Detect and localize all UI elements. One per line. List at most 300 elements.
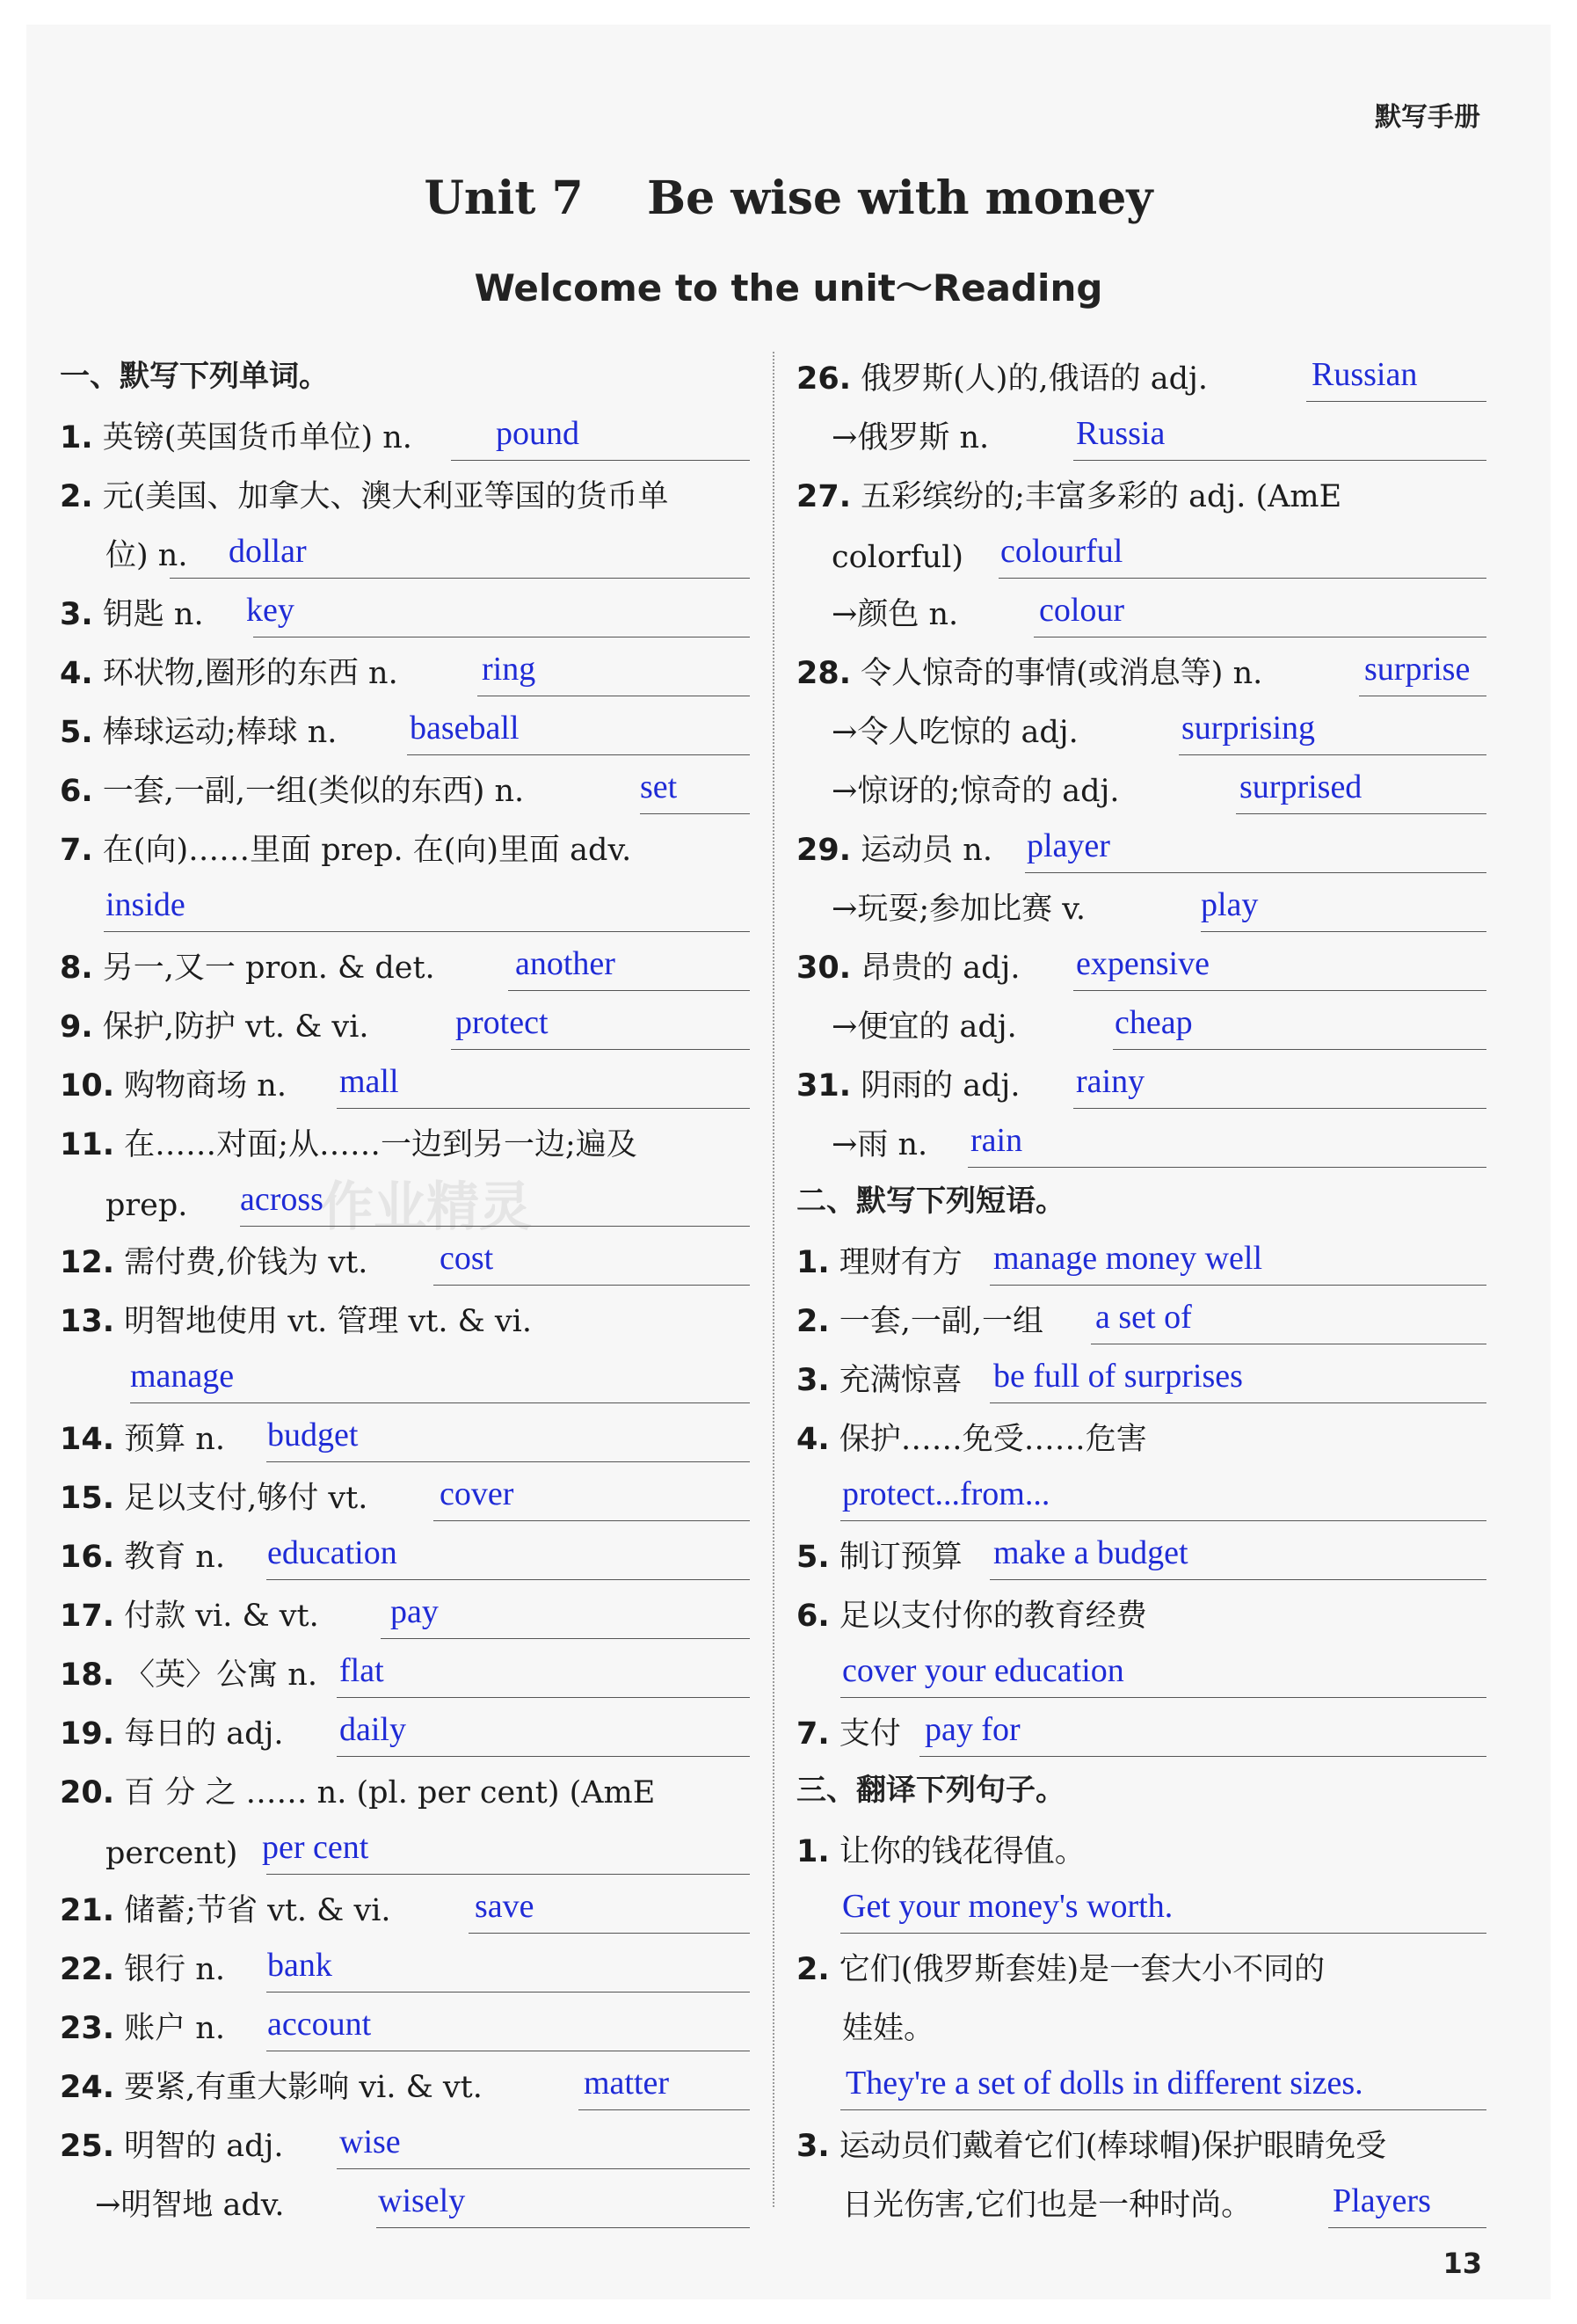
item-number: 12. [60, 1245, 115, 1280]
item-prompt [60, 590, 204, 634]
handwritten-answer: manage money well [993, 1240, 1263, 1277]
item-number: 3. [60, 597, 93, 632]
answer-underline [1236, 813, 1486, 814]
item-label: 一套,一副,一组 [839, 1304, 1044, 1339]
item-label: 在……对面;从……一边到另一边;遍及 [124, 1127, 637, 1162]
answer-underline [1201, 931, 1486, 932]
answer-line [60, 583, 750, 642]
answer-line [60, 2115, 750, 2174]
handwritten-answer: Get your money's worth. [842, 1888, 1174, 1925]
item-label: 保护……免受……危害 [839, 1422, 1147, 1457]
item-prompt [796, 1415, 1147, 1459]
item-number: 3. [796, 2129, 830, 2164]
unit-subtitle: Welcome to the unit～Reading [474, 266, 1103, 310]
answer-underline [1179, 754, 1486, 755]
handwritten-answer: flat [339, 1652, 384, 1689]
item-number: 21. [60, 1893, 115, 1928]
answer-underline [1073, 460, 1486, 461]
answer-line [796, 1467, 1486, 1526]
item-prompt [796, 1945, 1325, 1989]
handwritten-answer: be full of surprises [993, 1358, 1243, 1395]
item-prompt [60, 413, 412, 457]
answer-line [60, 1054, 750, 1113]
handwritten-answer: matter [584, 2065, 670, 2102]
answer-underline [266, 1461, 750, 1462]
item-label: 充满惊喜 [839, 1363, 963, 1398]
prompt-line [60, 1761, 750, 1820]
unit-title: Unit 7 Be wise with money [424, 171, 1153, 225]
item-prompt [60, 1415, 225, 1459]
item-label: 另一,又一 pron. & det. [102, 951, 435, 986]
item-prompt [60, 1297, 532, 1341]
item-prompt [796, 649, 1262, 693]
item-prompt [60, 649, 398, 693]
handwritten-answer: They're a set of dolls in different sizes. [846, 2065, 1363, 2102]
answer-underline [337, 1108, 750, 1109]
handwritten-answer: player [1027, 827, 1110, 864]
answer-underline [999, 578, 1486, 579]
answer-line [60, 1467, 750, 1526]
answer-line [796, 583, 1486, 642]
item-label: →颜色 n. [832, 597, 959, 632]
item-number: 1. [796, 1245, 830, 1280]
answer-underline [266, 1579, 750, 1580]
item-number: 31. [796, 1068, 852, 1104]
answer-line [60, 1702, 750, 1761]
item-label: 英镑(英国货币单位) n. [102, 420, 412, 455]
answer-underline [990, 1579, 1486, 1580]
section-heading: 二、默写下列短语。 [796, 1184, 1065, 1219]
item-number: 20. [60, 1775, 115, 1810]
right-column [796, 347, 1486, 2233]
item-label: 理财有方 [839, 1245, 963, 1280]
answer-underline [266, 1874, 750, 1875]
item-prompt [60, 1945, 225, 1989]
answer-underline [240, 1226, 750, 1227]
prompt-line [796, 1997, 1486, 2056]
handwritten-answer: another [515, 945, 615, 982]
item-label: →俄罗斯 n. [832, 420, 990, 455]
item-prompt [796, 1238, 963, 1282]
item-label: prep. [105, 1188, 188, 1223]
handwritten-answer: Players [1333, 2182, 1431, 2219]
answer-line [796, 878, 1486, 936]
answer-line [60, 2056, 750, 2115]
item-number: 6. [796, 1599, 830, 1634]
item-prompt [796, 1592, 1147, 1636]
item-label: →惊讶的;惊奇的 adj. [832, 774, 1120, 809]
answer-line [796, 1702, 1486, 1761]
item-label: 在(向)……里面 prep. 在(向)里面 adv. [102, 833, 632, 868]
item-label: 储蓄;节省 vt. & vi. [124, 1893, 391, 1928]
prompt-line [796, 1820, 1486, 1879]
item-number: 27. [796, 479, 852, 514]
item-prompt [105, 531, 187, 575]
handwritten-answer: pound [496, 415, 579, 452]
answer-line [60, 995, 750, 1054]
answer-line [796, 1643, 1486, 1702]
answer-line [796, 1290, 1486, 1349]
answer-underline [1073, 990, 1486, 991]
answer-underline [104, 931, 750, 932]
section-heading: 三、翻译下列句子。 [796, 1773, 1065, 1808]
handwritten-answer: rain [970, 1122, 1023, 1159]
item-prompt [60, 1061, 287, 1105]
answer-line [796, 642, 1486, 701]
item-label: 昂贵的 adj. [861, 951, 1021, 986]
item-label: 让你的钱花得值。 [839, 1834, 1086, 1869]
item-number: 29. [796, 833, 852, 868]
item-prompt [60, 1474, 367, 1518]
answer-underline [1306, 401, 1486, 402]
section-heading: 一、默写下列单词。 [60, 359, 329, 394]
item-prompt [796, 472, 1341, 516]
answer-underline [840, 1520, 1486, 1521]
handwritten-answer: daily [339, 1711, 406, 1748]
answer-underline [840, 2109, 1486, 2110]
item-prompt [832, 767, 1120, 811]
column-divider [773, 352, 774, 2207]
handwritten-answer: cover your education [842, 1652, 1124, 1689]
handwritten-answer: cover [440, 1475, 514, 1512]
item-number: 30. [796, 951, 852, 986]
handwritten-answer: colourful [1000, 533, 1123, 570]
answer-line [60, 2174, 750, 2233]
item-prompt [832, 708, 1079, 752]
handwritten-answer: mall [339, 1063, 399, 1100]
answer-underline [840, 1697, 1486, 1698]
item-prompt [105, 1836, 237, 1871]
item-number: 10. [60, 1068, 115, 1104]
prompt-line [796, 1938, 1486, 1997]
answer-underline [990, 1285, 1486, 1286]
answer-underline [578, 2109, 750, 2110]
item-label: colorful) [832, 540, 964, 575]
handwritten-answer: set [640, 769, 678, 805]
item-label: →雨 n. [832, 1127, 928, 1162]
answer-line [60, 701, 750, 760]
item-number: 1. [796, 1834, 830, 1869]
answer-line [796, 1349, 1486, 1408]
handwritten-answer: bank [267, 1947, 332, 1984]
handwritten-answer: cheap [1115, 1004, 1193, 1041]
handwritten-answer: surprise [1364, 651, 1471, 688]
handwritten-answer: a set of [1095, 1299, 1192, 1336]
item-number: 15. [60, 1481, 115, 1516]
answer-underline [381, 1638, 750, 1639]
handwritten-answer: Russia [1076, 415, 1166, 452]
answer-line [796, 936, 1486, 995]
item-number: 11. [60, 1127, 115, 1162]
item-number: 1. [60, 420, 93, 455]
item-label: 教育 n. [124, 1540, 225, 1575]
item-label: 保护,防护 vt. & vi. [102, 1009, 369, 1045]
item-number: 7. [796, 1716, 830, 1752]
prompt-line [60, 1290, 750, 1349]
answer-line [60, 878, 750, 936]
item-prompt [60, 1650, 317, 1694]
item-label: 购物商场 n. [124, 1068, 287, 1104]
item-label: 位) n. [105, 538, 188, 573]
item-prompt [796, 1827, 1086, 1871]
answer-line [60, 1408, 750, 1467]
item-prompt [95, 2181, 284, 2225]
answer-line [796, 524, 1486, 583]
handwritten-answer: cost [440, 1240, 494, 1277]
item-label: 要紧,有重大影响 vi. & vt. [124, 2070, 483, 2105]
answer-underline [1113, 1049, 1486, 1050]
item-number: 7. [60, 833, 93, 868]
item-prompt [796, 1061, 1021, 1105]
header-tag: 默写手册 [1375, 102, 1480, 133]
item-prompt [60, 826, 631, 870]
item-prompt [832, 540, 963, 575]
answer-line [796, 2174, 1486, 2233]
item-prompt [796, 1356, 963, 1400]
item-prompt [796, 354, 1208, 398]
item-label: 俄罗斯(人)的,俄语的 adj. [861, 361, 1208, 397]
answer-underline [469, 1933, 750, 1934]
item-prompt [832, 885, 1086, 929]
item-label: 阴雨的 adj. [861, 1068, 1021, 1104]
item-number: 8. [60, 951, 93, 986]
item-label: 环状物,圈形的东西 n. [102, 656, 398, 691]
item-number: 3. [796, 1363, 830, 1398]
item-number: 22. [60, 1952, 115, 1987]
handwritten-answer: baseball [410, 710, 520, 747]
item-label: →明智地 adv. [95, 2188, 285, 2223]
prompt-line [60, 1113, 750, 1172]
handwritten-answer: budget [267, 1417, 359, 1453]
answer-underline [337, 1697, 750, 1698]
answer-line [796, 2056, 1486, 2115]
answer-line [60, 936, 750, 995]
answer-underline [170, 578, 750, 579]
handwritten-answer: make a budget [993, 1534, 1188, 1571]
item-prompt [60, 1709, 284, 1753]
answer-line [796, 701, 1486, 760]
item-label: 足以支付,够付 vt. [124, 1481, 368, 1516]
answer-underline [407, 754, 750, 755]
answer-line [60, 1938, 750, 1997]
item-label: 足以支付你的教育经费 [839, 1599, 1147, 1634]
item-label: 运动员 n. [861, 833, 992, 868]
answer-underline [451, 460, 750, 461]
answer-underline [266, 1992, 750, 1993]
item-label: 元(美国、加拿大、澳大利亚等国的货币单 [102, 479, 669, 514]
item-label: 〈英〉公寓 n. [124, 1657, 317, 1693]
item-prompt [105, 1188, 187, 1223]
answer-underline [376, 2227, 750, 2228]
item-prompt [796, 826, 992, 870]
item-prompt [60, 1533, 225, 1577]
answer-line [60, 1879, 750, 1938]
item-prompt [60, 1886, 391, 1930]
left-column [60, 347, 750, 2233]
item-prompt [60, 2063, 483, 2107]
item-prompt [60, 943, 435, 987]
handwritten-answer: account [267, 2006, 372, 2043]
item-label: percent) [105, 1836, 238, 1871]
answer-line [60, 760, 750, 819]
handwritten-answer: education [267, 1534, 397, 1571]
item-label: 它们(俄罗斯套娃)是一套大小不同的 [839, 1952, 1326, 1987]
answer-underline [433, 1520, 750, 1521]
prompt-line [60, 819, 750, 878]
item-prompt [60, 2122, 284, 2166]
item-number: 13. [60, 1304, 115, 1339]
handwritten-answer: surprising [1181, 710, 1315, 747]
item-label: 日光伤害,它们也是一种时尚。 [842, 2188, 1253, 2223]
item-label: →令人吃惊的 adj. [832, 715, 1079, 750]
item-number: 2. [60, 479, 93, 514]
answer-line [796, 1879, 1486, 1938]
item-prompt [832, 590, 958, 634]
item-prompt [60, 2004, 225, 2048]
item-label: 每日的 adj. [124, 1716, 284, 1752]
item-prompt [796, 1709, 901, 1753]
handwritten-answer: inside [105, 886, 185, 923]
answer-underline [1328, 2227, 1486, 2228]
watermark: 作业精灵 [321, 1177, 532, 1238]
answer-underline [990, 1402, 1486, 1403]
item-label: 运动员们戴着它们(棒球帽)保护眼睛免受 [839, 2129, 1387, 2164]
item-number: 19. [60, 1716, 115, 1752]
answer-line [60, 642, 750, 701]
item-prompt [60, 1002, 369, 1046]
prompt-line [796, 1585, 1486, 1643]
answer-underline [508, 990, 750, 991]
handwritten-answer: colour [1039, 592, 1125, 629]
answer-underline [1025, 872, 1486, 873]
item-label: 账户 n. [124, 2011, 225, 2046]
handwritten-answer: protect [455, 1004, 549, 1041]
handwritten-answer: protect...from... [842, 1475, 1050, 1512]
handwritten-answer: per cent [262, 1829, 369, 1866]
item-number: 17. [60, 1599, 115, 1634]
item-prompt [60, 1592, 319, 1636]
item-label: 娃娃。 [842, 2011, 935, 2046]
item-prompt [842, 2181, 1252, 2225]
answer-line [60, 1526, 750, 1585]
answer-underline [640, 813, 750, 814]
handwritten-answer: wisely [378, 2182, 466, 2219]
answer-line [796, 406, 1486, 465]
answer-line [796, 1231, 1486, 1290]
handwritten-answer: rainy [1076, 1063, 1145, 1100]
item-number: 5. [60, 715, 93, 750]
item-label: 五彩缤纷的;丰富多彩的 adj. (AmE [861, 479, 1342, 514]
item-prompt [832, 1120, 927, 1164]
answer-underline [130, 1402, 750, 1403]
handwritten-answer: key [246, 592, 294, 629]
answer-underline [1073, 1108, 1486, 1109]
answer-line [60, 1231, 750, 1290]
item-prompt [60, 767, 524, 811]
answer-line [796, 819, 1486, 878]
item-prompt [60, 1120, 637, 1164]
answer-underline [919, 1756, 1486, 1757]
item-label: 明智的 adj. [124, 2129, 284, 2164]
item-number: 5. [796, 1540, 830, 1575]
answer-line [60, 1349, 750, 1408]
answer-line [796, 1113, 1486, 1172]
item-label: 棒球运动;棒球 n. [102, 715, 338, 750]
prompt-line [796, 2115, 1486, 2174]
answer-line [796, 995, 1486, 1054]
answer-line [60, 1172, 750, 1231]
item-number: 23. [60, 2011, 115, 2046]
answer-line [796, 760, 1486, 819]
item-number: 6. [60, 774, 93, 809]
item-prompt [796, 1533, 963, 1577]
item-label: 预算 n. [124, 1422, 225, 1457]
handwritten-answer: ring [482, 651, 536, 688]
item-number: 2. [796, 1952, 830, 1987]
item-prompt [842, 2004, 934, 2048]
handwritten-answer: manage [130, 1358, 235, 1395]
answer-line [60, 1643, 750, 1702]
answer-line [796, 347, 1486, 406]
item-prompt [796, 943, 1021, 987]
answer-underline [337, 2168, 750, 2169]
page-number: 13 [1443, 2247, 1482, 2280]
item-number: 2. [796, 1304, 830, 1339]
item-number: 14. [60, 1422, 115, 1457]
handwritten-answer: across [240, 1181, 323, 1218]
handwritten-answer: play [1201, 886, 1259, 923]
handwritten-answer: save [475, 1888, 534, 1925]
item-label: 令人惊奇的事情(或消息等) n. [861, 656, 1263, 691]
item-prompt [60, 708, 337, 752]
answer-underline [840, 1933, 1486, 1934]
item-prompt [60, 1238, 367, 1282]
answer-line [60, 524, 750, 583]
item-number: 28. [796, 656, 852, 691]
handwritten-answer: expensive [1076, 945, 1210, 982]
item-label: 一套,一副,一组(类似的东西) n. [102, 774, 525, 809]
item-label: 付款 vi. & vt. [124, 1599, 319, 1634]
answer-line [796, 1054, 1486, 1113]
item-number: 25. [60, 2129, 115, 2164]
item-number: 18. [60, 1657, 115, 1693]
answer-underline [968, 1167, 1486, 1168]
item-label: 百 分 之 …… n. (pl. per cent) (AmE [124, 1775, 656, 1810]
answer-line [60, 1997, 750, 2056]
item-number: 9. [60, 1009, 93, 1045]
item-prompt [832, 413, 989, 457]
item-number: 26. [796, 361, 852, 397]
item-label: →玩耍;参加比赛 v. [832, 892, 1086, 927]
item-prompt [832, 1002, 1017, 1046]
item-prompt [60, 1768, 655, 1812]
item-label: 银行 n. [124, 1952, 225, 1987]
prompt-line [796, 465, 1486, 524]
item-label: 需付费,价钱为 vt. [124, 1245, 368, 1280]
item-prompt [796, 2122, 1386, 2166]
handwritten-answer: pay [390, 1593, 439, 1630]
handwritten-answer: surprised [1239, 769, 1363, 805]
item-number: 4. [60, 656, 93, 691]
item-number: 16. [60, 1540, 115, 1575]
item-label: 明智地使用 vt. 管理 vt. & vi. [124, 1304, 532, 1339]
item-number: 24. [60, 2070, 115, 2105]
answer-underline [451, 1049, 750, 1050]
answer-underline [337, 1756, 750, 1757]
item-number: 4. [796, 1422, 830, 1457]
handwritten-answer: pay for [925, 1711, 1021, 1748]
item-label: →便宜的 adj. [832, 1009, 1017, 1045]
